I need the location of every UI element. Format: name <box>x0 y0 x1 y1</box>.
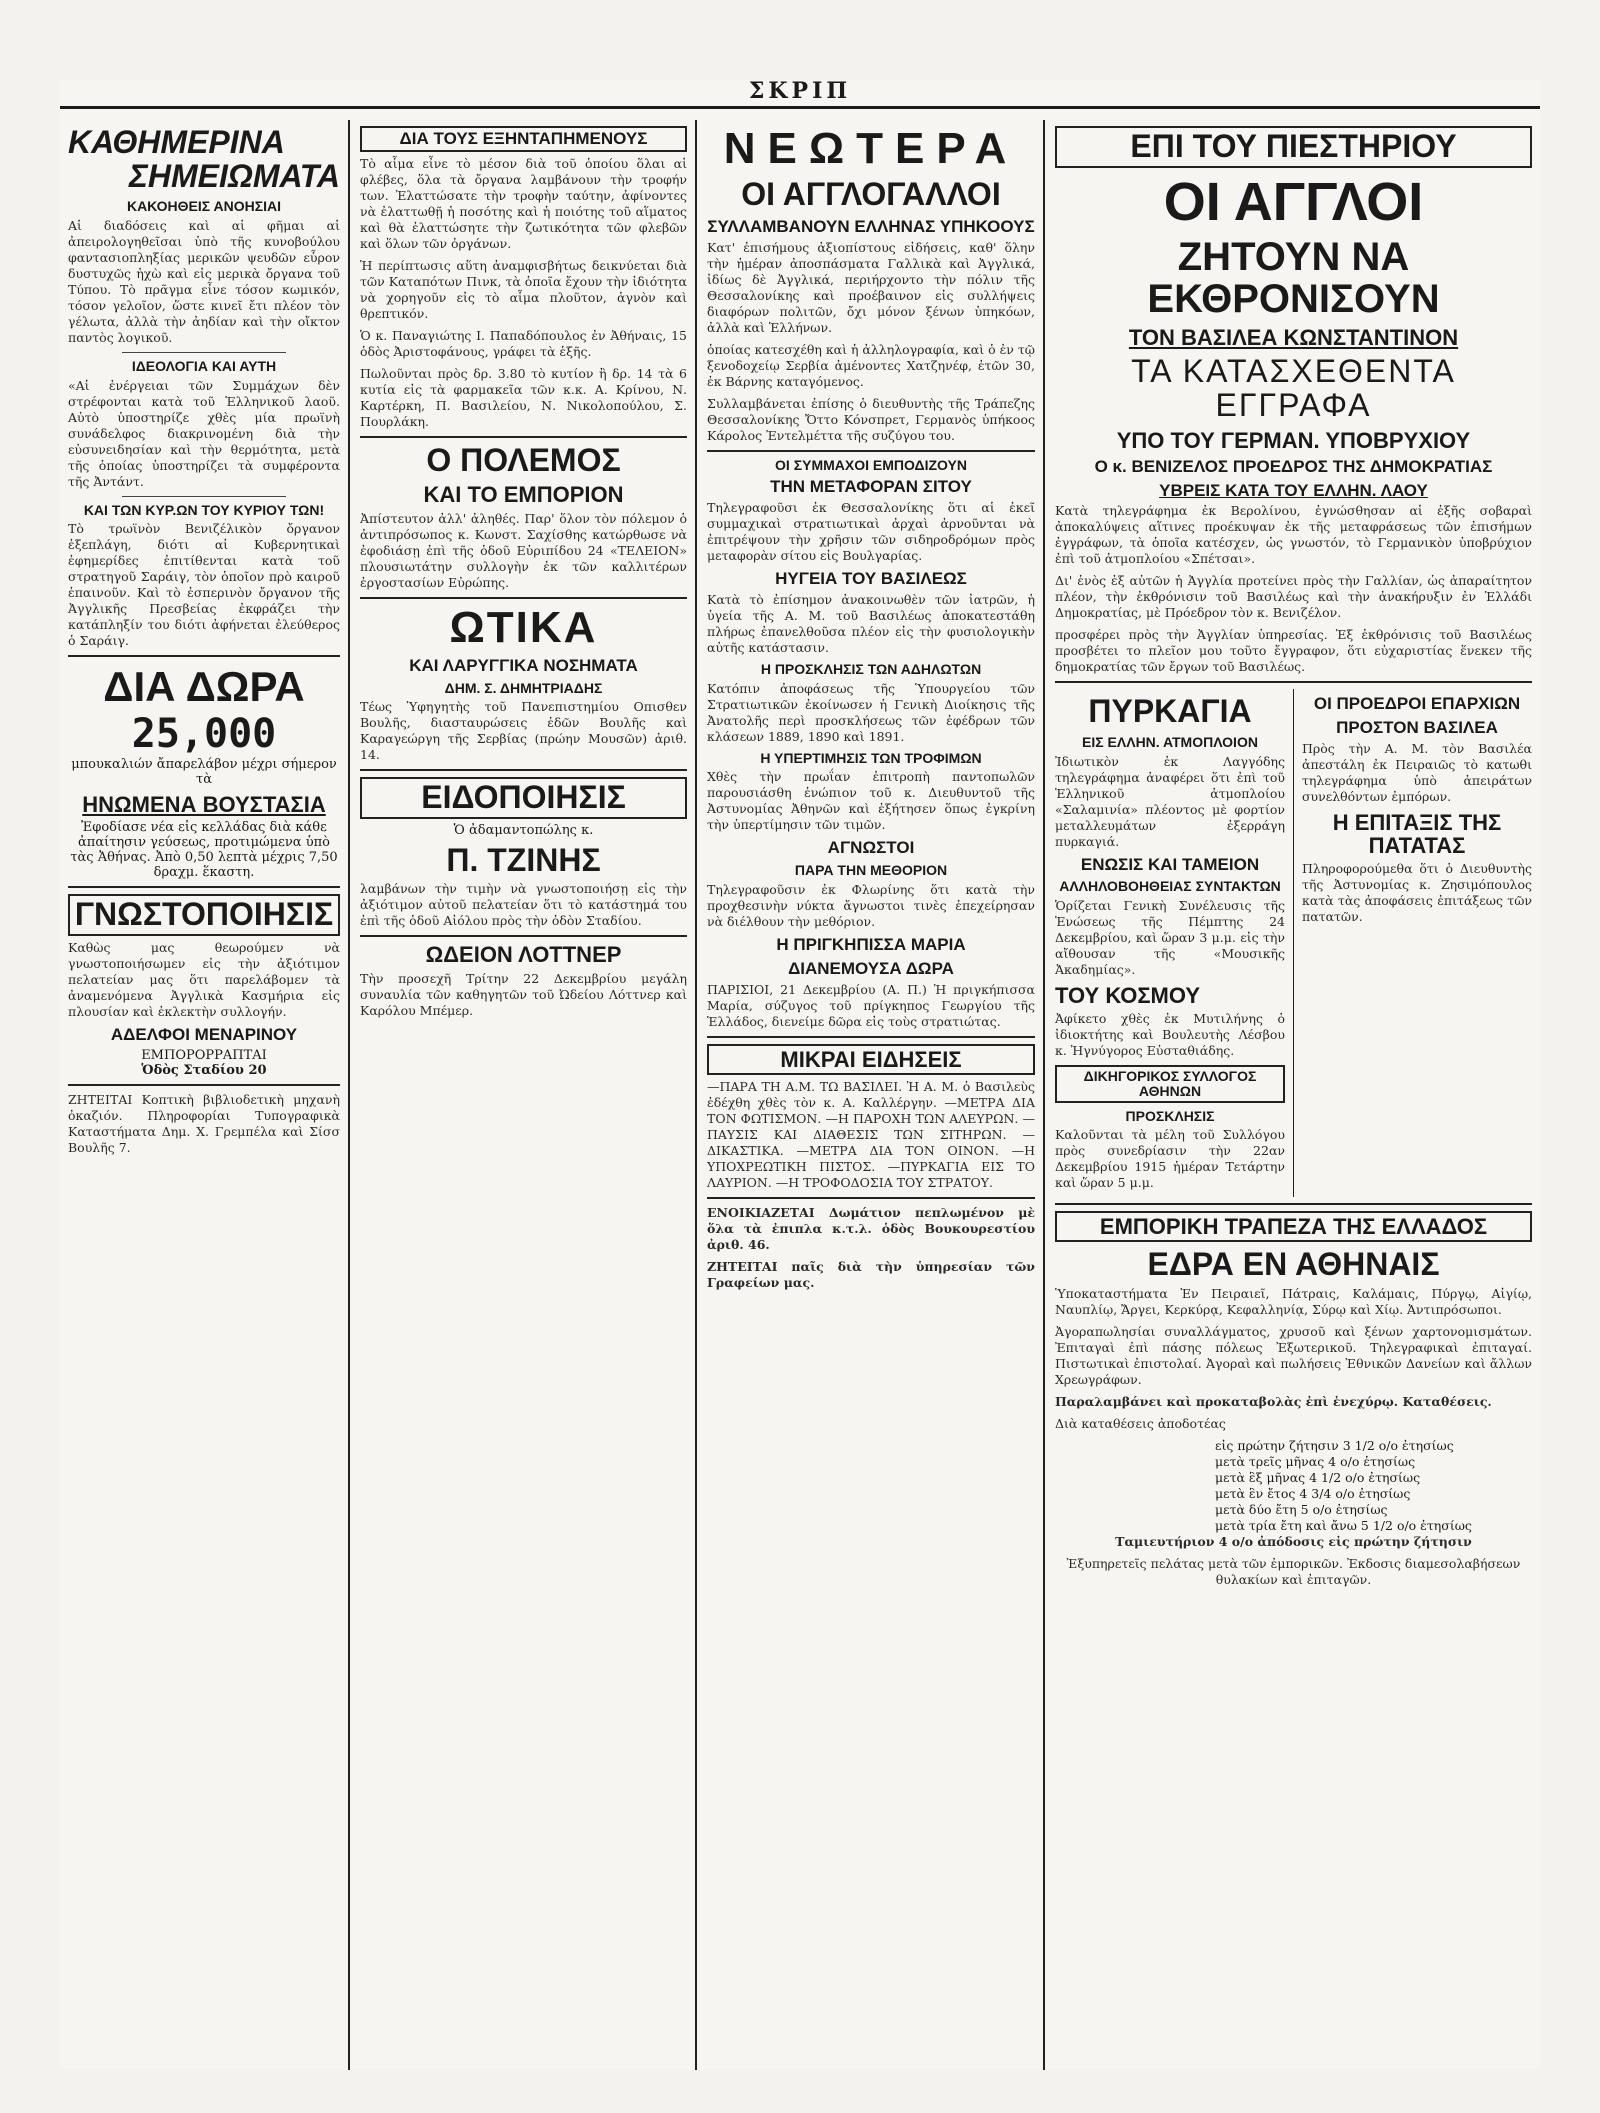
ad-footer: Ἐξυπηρετεῖς πελάτας μετὰ τῶν ἐμπορικῶν. Ἐκδοσις διαμεσολαβήσεων θυλακίων καὶ ἐπιταγῶν. <box>1066 1556 1521 1587</box>
article-body: Ὁ κ. Παναγιώτης Ι. Παπαδόπουλος ἐν Ἀθήναις, 15 ὁδὸς Ἀριστοφάνους, γράφει τὰ ἑξῆς. <box>360 327 687 359</box>
section-title: ΕΠΙ ΤΟΥ ΠΙΕΣΤΗΡΙΟΥ <box>1055 126 1532 168</box>
article-body: Πληροφορούμεθα ὅτι ὁ Διευθυντὴς τῆς Ἀστυνομίας κ. Ζησιμόπουλος κατὰ τὰς ἀποφάσεις ἐπιτάξεως τῶν πατατῶν. <box>1302 861 1532 925</box>
ad-name: Π. ΤΖΙΝΗΣ <box>446 841 601 878</box>
rate-row: μετὰ δύο ἔτη 5 ο/ο ἐτησίως <box>1215 1502 1388 1517</box>
article-body: Τὸ τρωϊνὸν Βενιζέλικὸν ὄργανον ἐξεπλάγη, διότι αἱ Κυβερνητικαὶ ἐφημερίδες ἐπιτίθενται κατὰ τοῦ στρατηγοῦ Σαράιγ, τὸν ὁποῖον πρὸ καιροῦ ἐπαινοῦν. Καὶ τὸ ἐσπερινὸν ὄργανον τῆς Ἀγγλικῆς Πρεσβείας ἐκφράζει τὴν κατάπληξίν του διότι ἀφήνεται ἐλεύθερος ὁ Σαράιγ. <box>68 521 340 649</box>
article-headline: ΤΟΥ ΚΟΣΜΟΥ <box>1055 983 1201 1009</box>
article-body: Συλλαμβάνεται ἐπίσης ὁ διευθυντὴς τῆς Τράπεζης Θεσσαλονίκης Ὄττο Κόνσπρετ, Γερμανὸς ὑπήκοος Κάρολος Ἐντελμέττα τῆς συζύγου του. <box>707 395 1035 443</box>
ad-body: λαμβάνων τὴν τιμὴν νὰ γνωστοποιήσῃ εἰς τὴν ἀξιότιμον αὐτοῦ πελατείαν ὅτι τὸ κατάστημά του ἐπὶ τῆς ὁδοῦ Αἰόλου πρὸς τὴν ὁδὸν Σταδίου. <box>360 881 687 929</box>
article-subheadline: ΑΛΛΗΛΟΒΟΗΘΕΙΑΣ ΣΥΝΤΑΚΤΩΝ <box>1059 878 1281 895</box>
article-subheadline: ΚΑΙ ΤΟ ΕΜΠΟΡΙΟΝ <box>423 482 624 508</box>
ad-body: Ἐφοδίασε νέα εἰς κελλάδας διὰ κάθε ἀπαίτησιν γεύσεως, προτιμώμενα ὑπὸ τὰς Ἀθήνας. Ἀπὸ 0,50 λεπτὰ μέχρις 7,50 δραχμ. ἕκαστη. <box>70 820 338 881</box>
classified-ad: ΕΝΟΙΚΙΑΖΕΤΑΙ Δωμάτιον πεπλωμένον μὲ ὅλα τὰ ἐπιπλα κ.τ.λ. ὁδὸς Βουκουρεστίου ἀριθ. 46. <box>707 1204 1035 1252</box>
ad-name: ΔΗΜ. Σ. ΔΗΜΗΤΡΙΑΔΗΣ <box>444 679 603 696</box>
article-headline: ΟΙ ΣΥΜΜΑΧΟΙ ΕΜΠΟΔΙΖΟΥΝ <box>775 456 967 473</box>
article-body: Ἰδιωτικὸν ἐκ Λαγγόδης τηλεγράφημα ἀναφέρει ὅτι ἐπὶ τοῦ Ἑλληνικοῦ ἀτμοπλοίου «Σαλαμινία» πλέοντος μὲ φορτίον μεταλλευμάτων ἐξερράγη πυρκαγιά. <box>1055 753 1285 849</box>
article-subheadline: ΥΒΡΕΙΣ ΚΑΤΑ ΤΟΥ ΕΛΛΗΝ. ΛΑΟΥ <box>1159 480 1428 500</box>
article-body: Ἡ περίπτωσις αὕτη ἀναμφισβήτως δεικνύεται διὰ τῶν Καταπότων Πινκ, τὰ ὁποῖα ἔχουν τὴν ἰδιότητα νὰ χορηγοῦν εἰς τὸ αἷμα πλοῦτον, ἁγνὸν καὶ θρεπτικόν. <box>360 257 687 321</box>
ad-title: ΕΙΔΟΠΟΙΗΣΙΣ <box>360 777 687 819</box>
rate-row: μετὰ τρία ἔτη καὶ ἄνω 5 1/2 ο/ο ἐτησίως <box>1215 1518 1472 1533</box>
article-body: —ΠΑΡΑ ΤΗ Α.Μ. ΤΩ ΒΑΣΙΛΕΙ. Ἡ Α. Μ. ὁ Βασιλεὺς ἐδέχθη χθὲς τὸν κ. Α. Καλλέργην. —ΜΕΤΡΑ ΔΙΑ ΤΟΝ ΦΩΤΙΣΜΟΝ. —Η ΠΑΡΟΧΗ ΤΩΝ ΑΛΕΥΡΩΝ. —ΠΑΥΣΙΣ ΚΑΙ ΔΙΑΘΕΣΙΣ ΤΩΝ ΣΙΤΗΡΩΝ. —ΔΙΚΑΣΤΙΚΑ. —ΜΕΤΡΑ ΔΙΑ ΤΟΝ ΟΙΝΟΝ. —Η ΥΠΟΧΡΕΩΤΙΚΗ ΠΙΣΤΟΣ. —ΠΥΡΚΑΓΙΑ ΕΙΣ ΤΟ ΛΑΥΡΙΟΝ. —Η ΤΡΟΦΟΔΟΣΙΑ ΤΟΥ ΣΤΡΑΤΟΥ. <box>707 1078 1035 1190</box>
article-subheadline: ΕΙΣ ΕΛΛΗΝ. ΑΤΜΟΠΛΟΙΟΝ <box>1082 733 1258 750</box>
article-body: Κατὰ τὸ ἐπίσημον ἀνακοινωθὲν τῶν ἰατρῶν, ἡ ὑγεία τῆς Α. Μ. τοῦ Βασιλέως ἀποκατεστάθη πλήρως ἐπανελθοῦσα πλέον εἰς τὴν φυσιολογικὴν αὐτῆς κατάστασιν. <box>707 592 1035 655</box>
article-headline: Η ΠΡΙΓΚΗΠΙΣΣΑ ΜΑΡΙΑ <box>776 934 966 954</box>
ad-body: Ἀγοραπωλησίαι συναλλάγματος, χρυσοῦ καὶ ξένων χαρτονομισμάτων. Ἐπιταγαὶ ἐπὶ πάσης πόλεως Ἐξωτερικοῦ. Τηλεγραφικαὶ ἐπιταγαί. Πιστωτικαὶ ἐπιστολαί. Ἀγοραὶ καὶ πωλήσεις Ἐθνικῶν Δανείων καὶ ἄλλων Χρεωγράφων. <box>1055 1324 1532 1387</box>
article-headline: ΚΑΙ ΤΩΝ ΚΥΡ.ΩΝ ΤΟΥ ΚΥΡΙΟΥ ΤΩΝ! <box>83 501 325 518</box>
article-subheadline: ΤΑ ΚΑΤΑΣΧΕΘΕΝΤΑ ΕΓΓΡΑΦΑ <box>1131 353 1456 423</box>
article-body: Κατ' ἐπισήμους ἀξιοπίστους εἰδήσεις, καθ' ὅλην τὴν ἡμέραν ἀποσπάσματα Γαλλικὰ καὶ Ἀγγλικά, ἰδίως δὲ Ἀγγλικά, περιήρχοντο τὴν πόλιν τῆς Θεσσαλονίκης καὶ προέβαινον εἰς συλλήψεις διαφόρων πολιτῶν, ὄχι μόνον ξένων ὑπηκόων, ἀλλὰ καὶ Ἑλλήνων. <box>707 239 1035 335</box>
article-headline: Ο ΠΟΛΕΜΟΣ <box>426 441 621 478</box>
ad-body: Τὴν προσεχῆ Τρίτην 22 Δεκεμβρίου μεγάλη συναυλία τῶν καθηγητῶν τοῦ Ὠδείου Λόττνερ καὶ Καρόλου Μπέμερ. <box>360 970 687 1018</box>
ad-body: Παραλαμβάνει καὶ προκαταβολὰς ἐπὶ ἐνεχύρῳ. Καταθέσεις. <box>1055 1394 1492 1409</box>
article-subheadline: ΥΠΟ ΤΟΥ ΓΕΡΜΑΝ. ΥΠΟΒΡΥΧΙΟΥ <box>1116 427 1471 453</box>
section-title: ΚΑΘΗΜΕΡΙΝΑ <box>68 124 285 160</box>
section-title: ΣΗΜΕΙΩΜΑΤΑ <box>129 157 340 194</box>
classified-ad: ΖΗΤΕΙΤΑΙ παῖς διὰ τὴν ὑπηρεσίαν τῶν Γραφείων μας. <box>707 1258 1035 1290</box>
rate-row: εἰς πρώτην ζήτησιν 3 1/2 ο/ο ἐτησίως <box>1215 1438 1454 1453</box>
article-subheadline: ΠΑΡΑ ΤΗΝ ΜΕΘΟΡΙΟΝ <box>794 862 948 879</box>
column-4 <box>1047 120 1540 2070</box>
article-headline: ΖΗΤΟΥΝ ΝΑ ΕΚΘΡΟΝΙΣΟΥΝ <box>1147 235 1440 322</box>
article-body: «Αἱ ἐνέργειαι τῶν Συμμάχων δὲν στρέφονται κατὰ τοῦ Ἑλληνικοῦ λαοῦ. Αὐτὸ ὑποστηρίζε χθὲς μία πρωϊνὴ συνάδελφος διακρινομένη διὰ τὴν εὐσυνειδησίαν καὶ τὴν θερμότητα, μετὰ τῆς ὁποίας ὑποστηρίζει τὰ συμφέροντα τῆς Ἀντάντ. <box>68 377 340 489</box>
ad-text: Ὁ ἀδαμαντοπώλης κ. <box>453 822 594 838</box>
article-subheadline: ΔΙΑΝΕΜΟΥΣΑ ΔΩΡΑ <box>788 958 954 978</box>
masthead: ΣΚΡΙΠ <box>60 80 1540 109</box>
article-headline: ΚΑΚΟΗΘΕΙΣ ΑΝΟΗΣΙΑΙ <box>126 198 282 215</box>
article-body: Αἱ διαδόσεις καὶ αἱ φῆμαι αἱ ἀπειρολογηθεῖσαι ὑπὸ τῆς κυνοβούλου φαντασιοπληξίας μερικῶν ψευδῶν εὗρον δυστυχῶς ἡχὼ καὶ εἰς μερικὰ ὄργανα τοῦ Τύπου. Τὸ πρᾶγμα εἶνε τόσον κωμικόν, τόσον γελοῖον, ὥστε κινεῖ ἔτι πλέον τὸν γέλωτα, ἀλλὰ τὴν ἀηδίαν καὶ τὴν οἴκτον παντὸς λογικοῦ. <box>68 217 340 345</box>
article-body: Τηλεγραφοῦσι ἐκ Θεσσαλονίκης ὅτι αἱ ἐκεῖ συμμαχικαὶ στρατιωτικαὶ ἀρχαὶ ἀρνοῦνται νὰ ἐπιτρέψουν τὴν χρῆσιν τῶν σιδηροδρόμων πρὸς μεταφορὰν σίτου εἰς Βουλγαρίας. <box>707 500 1035 564</box>
article-headline: ΕΝΩΣΙΣ ΚΑΙ ΤΑΜΕΙΟΝ <box>1080 854 1260 874</box>
ad-title: ΩΔΕΙΟΝ ΛΟΤΤΝΕΡ <box>425 942 622 968</box>
rate-row: μετὰ ἓν ἔτος 4 3/4 ο/ο ἐτησίως <box>1215 1486 1411 1501</box>
ad-address: Ὁδὸς Σταδίου 20 <box>141 1062 267 1078</box>
ad-title: ΕΜΠΟΡΙΚΗ ΤΡΑΠΕΖΑ ΤΗΣ ΕΛΛΑΔΟΣ <box>1055 1211 1532 1242</box>
ad-firm: ΑΔΕΛΦΟΙ ΜΕΝΑΡΙΝΟΥ <box>110 1024 298 1044</box>
ad-title: ΔΙΑ ΔΩΡΑ <box>103 663 305 711</box>
rates-list <box>1055 1438 1532 1534</box>
ad-number: 25,000 <box>131 711 277 758</box>
article-body: Ἀφίκετο χθὲς ἐκ Μυτιλήνης ὁ ἰδιοκτήτης καὶ Βουλευτὴς Λέσβου κ. Ἠγνύγορος Εὐσταθιάδης. <box>1055 1011 1285 1059</box>
ad-title: ΓΝΩΣΤΟΠΟΙΗΣΙΣ <box>68 894 340 936</box>
article-headline: ΜΙΚΡΑΙ ΕΙΔΗΣΕΙΣ <box>707 1044 1035 1075</box>
ad-subtitle: ΕΔΡΑ ΕΝ ΑΘΗΝΑΙΣ <box>1147 1246 1440 1283</box>
ad-text: μπουκαλιών ἄπαρελάβον μέχρι σήμερον τὰ <box>71 757 337 788</box>
article-body: ΠΑΡΙΣΙΟΙ, 21 Δεκεμβρίου (Α. Π.) Ἡ πριγκήπισσα Μαρία, σύζυγος τοῦ πρίγκηπος Γεωργίου τῆς Ἑλλάδος, διενείμε δῶρα εἰς τοὺς στρατιώτας. <box>707 981 1035 1029</box>
article-subheadline: Ο κ. ΒΕΝΙΖΕΛΟΣ ΠΡΟΕΔΡΟΣ ΤΗΣ ΔΗΜΟΚΡΑΤΙΑΣ <box>1094 456 1493 476</box>
article-body: Δι' ἐνὸς ἐξ αὐτῶν ἡ Ἀγγλία προτείνει πρὸς τὴν Γαλλίαν, ὡς ἀπαραίτητον πλέον, τὴν ἐκθρόνισιν τοῦ Βασιλέως καὶ τὴν ἀνακήρυξιν ἐν Ἑλλάδι Δημοκρατίας, μὲ Πρόεδρον τὸν κ. Βενιζέλον. <box>1055 573 1532 621</box>
article-headline: Η ΕΠΙΤΑΞΙΣ ΤΗΣ ΠΑΤΑΤΑΣ <box>1332 810 1502 859</box>
article-headline: ΔΙΚΗΓΟΡΙΚΟΣ ΣΥΛΛΟΓΟΣ ΑΘΗΝΩΝ <box>1055 1065 1285 1102</box>
column-2 <box>352 120 697 2070</box>
article-body: προσφέρει πρὸς τὴν Ἀγγλίαν ὑπηρεσίας. Ἐξ ἐκθρόνισις τοῦ Βασιλέως προσβέτει το πλεῖον μου τοῦτο ἔγγραφον, ὅτι εὐχαριστίας ἕνεκεν τῆς δημοκρατίας τῶν ἔργων τοῦ Βασιλέως. <box>1055 627 1532 675</box>
article-headline: ΟΙ ΠΡΟΕΔΡΟΙ ΕΠΑΡΧΙΩΝ <box>1313 694 1521 714</box>
article-headline: ΙΔΕΟΛΟΓΙΑ ΚΑΙ ΑΥΤΗ <box>131 357 277 374</box>
article-headline: ΟΙ ΑΓΓΛΟΓΑΛΛΟΙ <box>741 176 1001 213</box>
article-subheadline: ΣΥΛΛΑΜΒΑΝΟΥΝ ΕΛΛΗΝΑΣ ΥΠΗΚΟΟΥΣ <box>707 216 1035 236</box>
ad-brand: ΗΝΩΜΕΝΑ ΒΟΥΣΤΑΣΙΑ <box>82 792 326 818</box>
article-headline: ΠΥΡΚΑΓΙΑ <box>1088 693 1252 730</box>
ad-subtitle: ΚΑΙ ΛΑΡΥΓΓΙΚΑ ΝΟΣΗΜΑΤΑ <box>409 655 638 675</box>
article-body: Τηλεγραφοῦσιν ἐκ Φλωρίνης ὅτι κατὰ τὴν προχθεσινὴν νύκτα ἄγνωστοι τινὲς ἐπεχείρησαν νὰ διέλθουν τὴν μεθόριον. <box>707 881 1035 929</box>
article-body: Χθὲς τὴν πρωΐαν ἐπιτροπὴ παντοπωλῶν παρουσιάσθη ἐνώπιον τοῦ κ. Διευθυντοῦ τῆς Ἀστυνομίας Ἀθηνῶν καὶ ἐξήτησεν ὅπως ἐγκρίνη τὴν ὑπερτίμησιν τῶν τιμῶν. <box>707 769 1035 833</box>
rate-row: μετὰ ἓξ μῆνας 4 1/2 ο/ο ἐτησίως <box>1215 1470 1421 1485</box>
article-subheadline: ΤΟΝ ΒΑΣΙΛΕΑ ΚΩΝΣΤΑΝΤΙΝΟΝ <box>1128 325 1459 351</box>
ad-title: ΩΤΙΚΑ <box>449 602 598 652</box>
article-headline: ΑΓΝΩΣΤΟΙ <box>827 838 915 858</box>
article-body: ὁποίας κατεσχέθη καὶ ἡ ἀλληλογραφία, καὶ ὁ ἐν τῷ ξενοδοχείῳ Σερβία ἀμένοντες Χατζηνέφ, ἐτῶν 30, ἐκ Βάρνης καταγόμενος. <box>707 341 1035 389</box>
ad-body: Τέως Ὑφηγητὴς τοῦ Πανεπιστημίου Οπισθεν Βουλῆς, διασταυρώσεις ἐδῶν Βουλῆς καὶ Καραγεώργη τῆς Σερβίας (πρώην Μουσῶν) ἀριθ. 14. <box>360 699 687 763</box>
article-subheadline: ΠΡΟΣΚΛΗΣΙΣ <box>1125 1107 1215 1124</box>
article-subheadline: ΠΡΟΣΤΟΝ ΒΑΣΙΛΕΑ <box>1336 718 1498 738</box>
article-body: Ἀπίστευτον ἀλλ' ἀληθές. Παρ' ὅλον τὸν πόλεμον ὁ ἀντιπρόσωπος κ. Κωνστ. Σαχίσθης κατώρθωσε νὰ ἐφοδιάσῃ ἐπὶ τῆς ὁδοῦ Εὐριπίδου 24 «ΤΕΛΕΙΟΝ» πλουσιωτάτην συλλογὴν ἐκ τῶν καλλιτέρων ἐργοστασίων Εὐρώπης. <box>360 510 687 590</box>
section-title: ΝΕΩΤΕΡΑ <box>723 124 1019 173</box>
article-body: Πωλοῦνται πρὸς δρ. 3.80 τὸ κυτίον ἢ δρ. 14 τὰ 6 κυτία εἰς τὰ φαρμακεῖα τῶν κ.κ. Α. Κρίνου, Ν. Καρτέρκη, Π. Βασιλείου, Ν. Νικολοπούλου, Σ. Πουρλάκη. <box>360 365 687 429</box>
article-body: Τὸ αἷμα εἶνε τὸ μέσον διὰ τοῦ ὁποίου ὅλαι αἱ φλέβες, ὅλα τὰ ὄργανα λαμβάνουν τὴν τροφήν των. Ἐλαττώσατε τὴν τροφὴν ταύτην, ἀφίνοντες νὰ ἐλαττωθῇ ἡ ποσότης καὶ ἡ ποιότης τοῦ αἵματος καὶ θὰ ἐλαττώσητε τὴν ζωτικότητα τῶν φλεβῶν καὶ ὅλων τῶν ὀργάνων. <box>360 155 687 251</box>
article-headline: Η ΠΡΟΣΚΛΗΣΙΣ ΤΩΝ ΑΔΗΛΩΤΩΝ <box>760 661 982 677</box>
rates-label: Διὰ καταθέσεις ἀποδοτέας <box>1055 1416 1226 1431</box>
article-body: Καλοῦνται τὰ μέλη τοῦ Συλλόγου πρὸς συνεδρίασιν τὴν 22αν Δεκεμβρίου 1915 ἡμέραν Τετάρτην καὶ ὥραν 5 μ.μ. <box>1055 1127 1285 1191</box>
column-3 <box>699 120 1045 2070</box>
rate-row: μετὰ τρεῖς μῆνας 4 ο/ο ἐτησίως <box>1215 1454 1416 1469</box>
article-body: Πρὸς τὴν Α. Μ. τὸν Βασιλέα ἀπεστάλη ἐκ Πειραιῶς τὸ κατωθι τηλεγράφημα ὑπὸ ἀπειράτων συνελθόντων ἐμπόρων. <box>1302 741 1532 805</box>
ad-body: Ὑποκαταστήματα Ἐν Πειραιεῖ, Πάτραις, Καλάμαις, Πύργῳ, Αἰγίῳ, Ναυπλίῳ, Ἄργει, Κερκύρᾳ, Κεφαλληνίᾳ, Σύρῳ καὶ Χίῳ. Ἀντιπρόσωποι. <box>1055 1286 1532 1317</box>
article-body: Ὁρίζεται Γενικὴ Συνέλευσις τῆς Ἑνώσεως τῆς Πέμπτης 24 Δεκεμβρίου, καὶ ὥραν 3 μ.μ. εἰς τὴν αἴθουσαν τῆς «Μουσικῆς Ἀκαδημίας». <box>1055 898 1285 978</box>
ad-subtitle: ΕΜΠΟΡΟΡΡΑΠΤΑΙ <box>141 1047 267 1063</box>
article-headline: ΔΙΑ ΤΟΥΣ ΕΞΗΝΤΑΠΗΜΕΝΟΥΣ <box>360 126 687 152</box>
newspaper-page <box>60 80 1540 2070</box>
ad-body: Καθὼς μας θεωρούμεν νὰ γνωστοποιήσωμεν εἰς τὴν ἀξιότιμον πελατείαν μας ὅτι παρελάβομεν τὰ ἀναμενόμενα Ἀγγλικὰ Κασμήρια εἰς πλουσίαν καὶ ἐκλεκτὴν συλλογήν. <box>68 939 340 1019</box>
article-headline: Η ΥΠΕΡΤΙΜΗΣΙΣ ΤΩΝ ΤΡΟΦΙΜΩΝ <box>760 749 982 766</box>
article-headline: ΟΙ ΑΓΓΛΟΙ <box>1163 171 1424 232</box>
column-1 <box>60 120 350 2070</box>
classified-ad: ΖΗΤΕΙΤΑΙ Κοπτικὴ βιβλιοδετικὴ μηχανὴ ὀκαζιόν. Πληροφορίαι Τυπογραφικὰ Καταστήματα Δημ. Χ. Γρεμπέλα καὶ Σίσσ Βουλῆς 7. <box>68 1091 340 1155</box>
article-headline: ΗΥΓΕΙΑ ΤΟΥ ΒΑΣΙΛΕΩΣ <box>775 569 967 589</box>
article-body: Κατὰ τηλεγράφημα ἐκ Βερολίνου, ἐγνώσθησαν αἱ ἐξῆς σοβαραὶ ἀποκαλύψεις αἵτινες προέκυψαν ἐκ τῆς μεταφράσεως τῶν ἐπισήμων ἐγγράφων, τὰ ὁποῖα κατέσχεν, ὡς γνωστόν, τὸ Γερμανικὸν ὑποβρύχιον ἐπὶ τοῦ ἀτμοπλοίου «Σπέτσαι». <box>1055 503 1532 567</box>
article-body: Κατόπιν ἀποφάσεως τῆς Ὑπουργείου τῶν Στρατιωτικῶν ἐκοίνωσεν ἡ Γενικὴ Διοίκησις τῆς Ἀνατολῆς περὶ προσκλήσεως τῶν ἐφέδρων τῶν κλάσεων 1889, 1890 καὶ 1891. <box>707 680 1035 744</box>
savings-rate: Ταμιευτήριον 4 ο/ο ἀπόδοσις εἰς πρώτην ζήτησιν <box>1115 1534 1472 1549</box>
article-subheadline: ΤΗΝ ΜΕΤΑΦΟΡΑΝ ΣΙΤΟΥ <box>770 477 972 497</box>
